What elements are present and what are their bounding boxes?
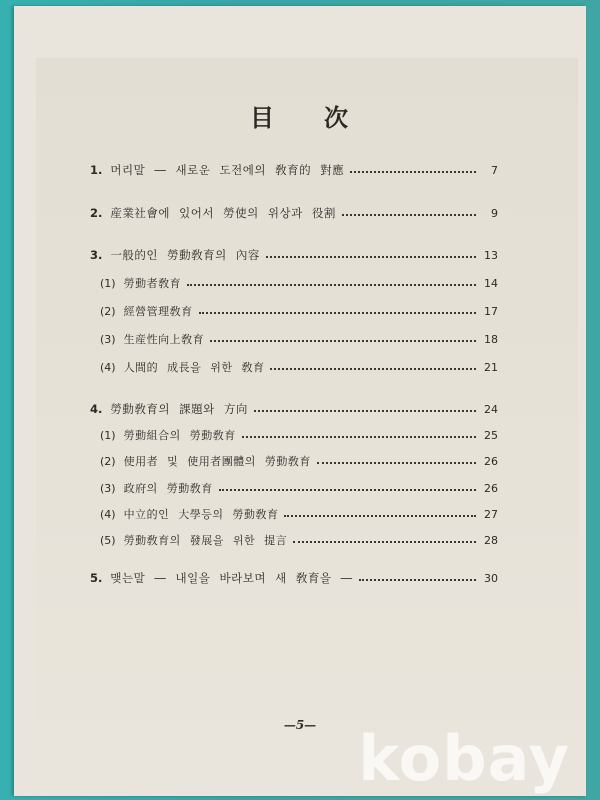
toc-number: (1) xyxy=(100,428,116,442)
dot-leader xyxy=(284,513,476,517)
toc-number: 5. xyxy=(90,571,103,585)
toc-page-number: 30 xyxy=(484,571,498,585)
toc-page-number: 28 xyxy=(484,533,498,547)
title-char-1: 目 xyxy=(250,104,276,132)
dot-leader xyxy=(242,434,476,438)
dot-leader xyxy=(350,169,476,173)
toc-page-number: 24 xyxy=(484,402,498,416)
toc-entry xyxy=(90,245,498,265)
dot-leader xyxy=(270,366,476,370)
toc-number: 4. xyxy=(90,402,103,416)
toc-entry xyxy=(90,399,498,419)
toc-page-number: 25 xyxy=(484,428,498,442)
toc-number: (4) xyxy=(100,507,116,521)
toc-label: 産業社會에 있어서 勞使의 위상과 役割 xyxy=(110,206,336,220)
toc-number: (3) xyxy=(100,332,116,346)
dot-leader xyxy=(187,282,476,286)
toc-page-number: 14 xyxy=(484,276,498,290)
toc-label: 人間的 成長을 위한 敎育 xyxy=(123,361,265,374)
toc-subentry xyxy=(100,425,498,445)
toc-label: 政府의 勞動敎育 xyxy=(123,482,213,495)
toc-subentry xyxy=(100,273,498,293)
dot-leader xyxy=(199,310,476,314)
toc-label: 中立的인 大學등의 勞動敎育 xyxy=(123,508,279,521)
toc-number: (2) xyxy=(100,304,116,318)
page-number-footer: —5— xyxy=(283,718,317,732)
toc-label: 勞動者敎育 xyxy=(123,277,182,290)
dot-leader xyxy=(254,408,476,412)
toc-entry xyxy=(90,568,498,588)
toc-page-number: 26 xyxy=(484,481,498,495)
watermark-logo: kobay xyxy=(358,722,570,795)
toc-page-number: 7 xyxy=(491,163,498,177)
toc-subentry xyxy=(100,451,498,471)
toc-page-number: 13 xyxy=(484,248,498,262)
toc-label: 勞動敎育의 發展을 위한 提言 xyxy=(123,534,288,547)
toc-label: 맺는말 ― 내일을 바라보며 새 敎育을 ― xyxy=(110,571,353,585)
toc-label: 經營管理敎育 xyxy=(123,305,193,318)
toc-number: (5) xyxy=(100,533,116,547)
toc-number: 1. xyxy=(90,163,103,177)
toc-label: 勞動敎育의 課題와 方向 xyxy=(110,402,248,416)
dot-leader xyxy=(210,338,476,342)
toc-number: (2) xyxy=(100,454,116,468)
toc-page-number: 17 xyxy=(484,304,498,318)
toc-page-number: 27 xyxy=(484,507,498,521)
toc-number: (1) xyxy=(100,276,116,290)
toc-number: 3. xyxy=(90,248,103,262)
dot-leader xyxy=(359,577,476,581)
dot-leader xyxy=(342,212,476,216)
toc-subentry xyxy=(100,329,498,349)
toc-page-number: 18 xyxy=(484,332,498,346)
dot-leader xyxy=(293,539,476,543)
toc-entry xyxy=(90,160,498,180)
toc-number: (3) xyxy=(100,481,116,495)
toc-subentry xyxy=(100,478,498,498)
toc-entry xyxy=(90,203,498,223)
toc-subentry xyxy=(100,357,498,377)
toc-page-number: 9 xyxy=(491,206,498,220)
dot-leader xyxy=(317,460,476,464)
toc-page-number: 21 xyxy=(484,360,498,374)
toc-number: 2. xyxy=(90,206,103,220)
toc-label: 生産性向上敎育 xyxy=(123,333,205,346)
dot-leader xyxy=(219,487,476,491)
toc-subentry xyxy=(100,301,498,321)
toc-label: 勞動組合의 勞動敎育 xyxy=(123,429,236,442)
title-char-2: 次 xyxy=(324,104,350,132)
toc-page-number: 26 xyxy=(484,454,498,468)
toc-label: 一般的인 勞動敎育의 內容 xyxy=(110,248,260,262)
toc-label: 使用者 및 使用者團體의 勞動敎育 xyxy=(123,455,311,468)
toc-subentry xyxy=(100,530,498,550)
toc-label: 머리말 ― 새로운 도전에의 敎育的 對應 xyxy=(110,163,345,177)
dot-leader xyxy=(266,254,476,258)
toc-subentry xyxy=(100,504,498,524)
toc-number: (4) xyxy=(100,360,116,374)
